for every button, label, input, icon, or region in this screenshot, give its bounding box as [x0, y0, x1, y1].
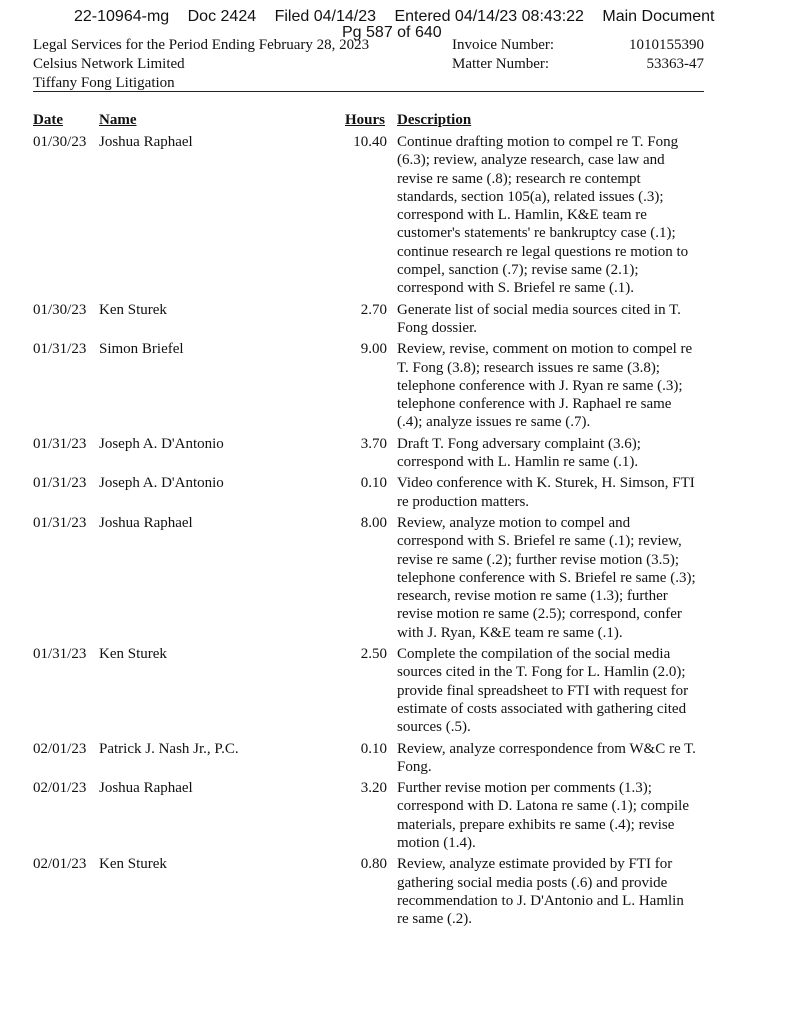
entry-name: Ken Sturek — [99, 301, 167, 318]
period-title: Legal Services for the Period Ending February 28, 2023 — [33, 37, 370, 53]
entry-date: 01/31/23 — [33, 341, 87, 358]
column-header-name: Name — [99, 112, 137, 128]
entry-description: Review, analyze correspondence from W&C re T. Fong. — [397, 740, 696, 775]
entry-date: 01/31/23 — [33, 514, 87, 531]
entry-name: Joshua Raphael — [99, 134, 193, 150]
entry-hours: 8.00 — [360, 514, 387, 531]
time-entry — [33, 740, 713, 777]
time-entry — [33, 340, 713, 431]
time-entry — [33, 474, 713, 511]
column-header-hours: Hours — [345, 112, 386, 128]
entry-date: 02/01/23 — [33, 740, 87, 757]
entry-date: 01/31/23 — [33, 435, 87, 452]
time-entry — [33, 301, 713, 338]
entry-name: Ken Sturek — [99, 646, 167, 663]
invoice-header-left — [33, 36, 369, 93]
time-entries — [33, 133, 713, 931]
page-indicator: Pg 587 of 640 — [342, 24, 442, 41]
entry-description: Review, analyze estimate provided by FTI for gathering social media posts (.6) and provide recommendation to J. D'Antonio and L. Hamlin re same (.2). — [397, 856, 684, 928]
entry-date: 01/30/23 — [33, 134, 87, 150]
column-header-description: Description — [397, 112, 472, 128]
filed-date: Filed 04/14/23 — [274, 8, 376, 25]
entry-hours: 2.50 — [360, 646, 387, 663]
invoice-number-value: 1010155390 — [629, 37, 704, 53]
entry-description: Continue drafting motion to compel re T. Fong (6.3); review, analyze research, case law and revise re same (.8); research re contempt standards, section 105(a), related issues (.3); correspond with L. Hamlin, K&E team re customer's statements' re bankruptcy case (.1); continue research re legal questions re motion to compel, sanction (.7); revise same (2.1); correspond with S. Briefel re same (.1). — [397, 134, 689, 297]
entry-description: Review, revise, comment on motion to compel re T. Fong (3.8); research issues re same (3.8); telephone conference with J. Ryan re same (.3); telephone conference with J. Raphael re same (.4); analyze issues re same (.7). — [397, 341, 693, 431]
time-entry — [33, 645, 713, 736]
invoice-header-labels — [452, 36, 554, 74]
entered-date: Entered 04/14/23 08:43:22 — [394, 8, 584, 25]
entry-date: 01/31/23 — [33, 646, 87, 663]
entry-name: Ken Sturek — [99, 856, 167, 873]
entry-name: Joseph A. D'Antonio — [99, 435, 224, 452]
entry-description: Video conference with K. Sturek, H. Simson, FTI re production matters. — [397, 475, 695, 510]
entry-hours: 2.70 — [360, 301, 387, 318]
invoice-header-values — [629, 36, 704, 74]
entry-hours: 3.20 — [360, 780, 387, 797]
entry-description: Review, analyze motion to compel and correspond with S. Briefel re same (.1); review, revise re same (.2); further revise motion (3.5); telephone conference with S. Briefel re same (.3); research, revise motion re same (1.3); further revise motion re same (2.5); correspond, confer with J. Ryan, K&E team re same (.1). — [397, 514, 696, 641]
entry-hours: 0.10 — [360, 475, 387, 492]
entry-date: 01/30/23 — [33, 301, 87, 318]
document-type: Main Document — [602, 8, 715, 25]
matter-number-value: 53363-47 — [646, 56, 704, 72]
time-entry — [33, 779, 713, 852]
time-entry — [33, 855, 713, 928]
header-divider — [33, 91, 704, 92]
time-entry — [33, 514, 713, 642]
client-name: Celsius Network Limited — [33, 56, 185, 72]
entry-description: Complete the compilation of the social media sources cited in the T. Fong for L. Hamlin (2.0); provide final spreadsheet to FTI with request for estimate of costs associated with gathering cited sources (.5). — [397, 646, 689, 736]
matter-name: Tiffany Fong Litigation — [33, 75, 175, 91]
entry-name: Joshua Raphael — [99, 514, 193, 531]
entry-hours: 10.40 — [353, 134, 387, 150]
entry-name: Simon Briefel — [99, 341, 184, 358]
entry-description: Draft T. Fong adversary complaint (3.6); correspond with L. Hamlin re same (.1). — [397, 435, 641, 471]
entry-name: Joshua Raphael — [99, 780, 193, 797]
time-entry — [33, 133, 713, 298]
entry-hours: 9.00 — [360, 341, 387, 358]
entry-date: 01/31/23 — [33, 475, 87, 492]
column-header-date: Date — [33, 112, 63, 128]
entry-hours: 3.70 — [360, 435, 387, 452]
matter-number-label: Matter Number: — [452, 56, 550, 72]
entry-hours: 0.80 — [360, 856, 387, 873]
entry-date: 02/01/23 — [33, 780, 87, 797]
entry-description: Generate list of social media sources cited in T. Fong dossier. — [397, 301, 681, 336]
entry-hours: 0.10 — [360, 740, 387, 757]
docket-number: Doc 2424 — [187, 8, 257, 25]
entry-date: 02/01/23 — [33, 856, 87, 873]
time-entry — [33, 435, 713, 472]
entry-description: Further revise motion per comments (1.3); correspond with D. Latona re same (.1); compile materials, prepare exhibits re same (.4); revise motion (1.4). — [397, 780, 689, 851]
invoice-number-label: Invoice Number: — [452, 37, 555, 53]
entry-name: Patrick J. Nash Jr., P.C. — [99, 740, 239, 757]
case-number: 22-10964-mg — [74, 8, 170, 25]
entry-name: Joseph A. D'Antonio — [99, 475, 224, 492]
